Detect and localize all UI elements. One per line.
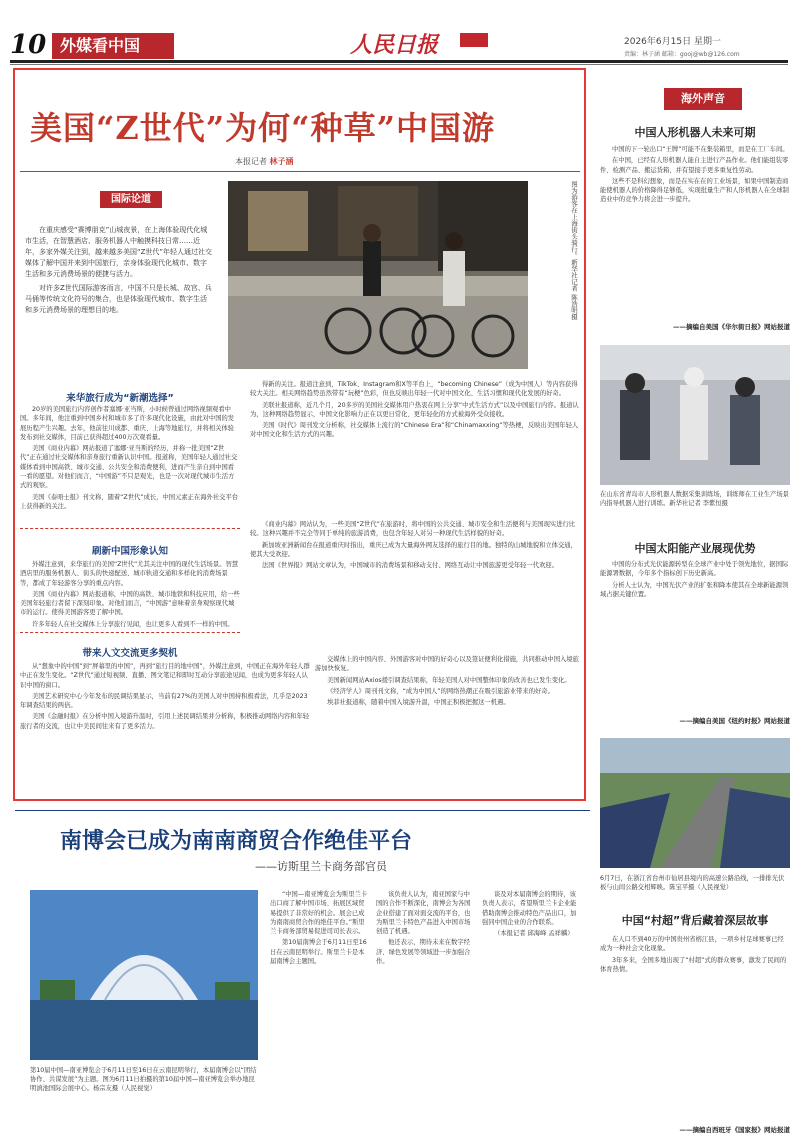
- byline-name: 林子涵: [269, 157, 294, 166]
- r2-p2: 分析人士认为，中国光伏产业的扩张和降本使其在全球新能源领域占据关键位置。: [600, 581, 789, 598]
- bottom-section-rule: [15, 810, 590, 811]
- b1-p1: “中国—南亚博览会为斯里兰卡出口商了解中国市场、拓展区域贸易提供了非常好的机会。展会已成为南南商贸合作的绝佳平台。”斯里兰卡商务部贸易促进司司长表示。: [270, 891, 368, 936]
- masthead: 人民日报: [350, 32, 439, 58]
- subhead-1: 来华旅行成为“新潮选择”: [66, 393, 174, 404]
- editor-line: 责编：林子涵 邮箱：gooj@wb@126.com: [624, 51, 740, 58]
- r1-p2: 在中国，已经有人形机器人能自主进行产品作业。他们能组装零件、检测产品、搬运货箱，并有望接手更多重复性劳动。: [600, 157, 789, 174]
- solar-photo-caption: 6月7日，在浙江省台州市仙居县境内的高速公路沿线，一排排光伏板与山间公路交相辉映。陈宝平摄（人民视觉）: [600, 875, 785, 891]
- divider-2: [20, 632, 240, 634]
- r1-p3: 这些不是科幻想象，而是在实在在的工业场景，如果中国制造商能使机器人的价格降得足够低，实现批量生产和人形机器人在全球制造业中的竞争力将会进一步提升。: [600, 177, 789, 204]
- page-number: 10: [10, 30, 47, 60]
- photo-caption: 图为游客在上海街头骑行。新华社记者 陈浩明摄: [570, 181, 578, 320]
- r3-p2: 3年多来，全国多地出现了“村超”式的群众赛事，激发了民间的体育热情。: [600, 956, 787, 973]
- col6-p1: 交媒体上的中国内容、外国游客对中国的好奇心以及签证便利化措施，共同推动中国入境旅游加快恢复。: [315, 656, 579, 673]
- bottom-column-3: [482, 890, 582, 1140]
- right-text-1: [600, 145, 790, 320]
- col2-p3: 许多年轻人在社交媒体上分享旅行见闻，也让更多人看到不一样的中国。: [32, 620, 234, 628]
- column-3: [20, 662, 310, 792]
- r3-p1: 在人口不到40万的中国贵州省榕江县，一项乡村足球赛事已经成为一种社会文化现象。: [600, 936, 784, 953]
- divider-1: [20, 528, 240, 530]
- bottom-subtitle: ——访斯里兰卡商务部官员: [255, 860, 387, 873]
- col1-p3: 美国《泰晤士报》刊文称，随着“Z世代”成长，中国元素正在海外社交平台上获得新的关注。: [20, 493, 239, 510]
- expo-photo: [30, 890, 258, 1060]
- header-rule: [10, 60, 788, 63]
- right-text-3: [600, 935, 790, 1115]
- street-photo: [228, 181, 528, 369]
- lead-p1: 在重庆感受“赛博朋克”山城夜景，在上海体验现代化城市生活，在智慧酒店、服务机器人中触摸科技日常……近年，多家外媒关注到，越来越多美国“Z世代”年轻人通过社交媒体了解中国并来到中国旅行，亲身体验现代化城市、数字生活和多元消费场景的便捷与活力。: [25, 226, 213, 278]
- robot-photo: [600, 345, 790, 485]
- right-headline-1: 中国人形机器人未来可期: [634, 126, 756, 139]
- col3-p2: 美国艺术研究中心今年发布的民调结果显示，当前有27%的美国人对中国持积极看法，几乎是2023年调查结果的两倍。: [20, 692, 308, 710]
- col4-p2: 美联社报道称，近几个月，20多岁的美国社交媒体用户热衷在网上分享“中式生活方式”以及中国旅行内容。报道认为，这种网络趋势显示，中国文化影响力正在以更日常化、更年轻化的方式被海外受众接收。: [250, 401, 579, 418]
- issue-date: 2026年6月15日 星期一: [624, 37, 721, 47]
- lead-paragraphs: [25, 225, 213, 319]
- col5-p3: 法国《世界报》网站文章认为，中国城市的消费场景和移动支付、网络互动让中国旅游更受年轻一代欢迎。: [262, 562, 558, 570]
- column-5: [250, 520, 580, 635]
- column-1: [20, 405, 240, 520]
- b3-p1: 谈及对本届南博会的期待，该负责人表示，希望斯里兰卡企业能借助南博会推动特色产品出口，加强同中国企业的合作联系。: [482, 891, 577, 926]
- article-headline: 美国“Z世代”为何“种草”中国游: [30, 109, 495, 147]
- column-2: [20, 560, 240, 630]
- b2-p1: 该负责人认为，南亚国家与中国的合作不断深化，南博会为各国企业搭建了面对面交流的平台，也为斯里兰卡特色产品进入中国市场创造了机遇。: [376, 891, 471, 936]
- header-rule-thin: [10, 64, 788, 65]
- col5-p2: 新加坡亚洲新闻台在报道重庆时指出，重庆已成为大量海外网友选择的旅行目的地。独特的山城地貌和立体交通，使其大受欢迎。: [250, 541, 577, 558]
- bottom-column-1: [270, 890, 368, 1140]
- expo-photo-caption: 第10届中国—南亚博览会于6月11日至16日在云南昆明举行，本届南博会以“团结协作、共谋发展”为主题。图为6月11日拍摄的第10届中国—南亚博览会举办地昆明滇池国际会展中心。杨宗友摄（人民视觉）: [30, 1067, 257, 1092]
- col4-p1: 得新的关注。报道注意到，TikTok、Instagram和X等平台上，“becoming Chinese”（成为中国人）等内容获得较大关注。相关网络趋势虽然带有“玩梗”色彩，但也反映出年轻一代对中国文化、生活习惯和现代化发展的好奇。: [250, 381, 578, 398]
- r1-p1: 中国的下一轮出口“王牌”可能不在集装箱里，而是在工厂车间。: [612, 146, 789, 153]
- col6-p2: 美国新闻网站Axios援引调查结果称，年轻美国人对中国整体印象的改善也已发生变化。: [327, 676, 571, 684]
- column-tag: 国际论道: [100, 191, 162, 208]
- col6-p3: 《经济学人》周刊刊文称，“成为中国人”的网络热潮正在吸引旅游业带来的好奇。: [327, 687, 554, 695]
- robot-photo-caption: 在山东省青岛市人形机器人数据采集训练场，训练师在工业生产场景内指导机器人进行训练。新华社记者 李紫恒摄: [600, 491, 789, 507]
- right-headline-2: 中国太阳能产业展现优势: [634, 542, 756, 555]
- col3-p1: 从“想象中的中国”到“屏幕里的中国”，再到“旅行目的地中国”，外媒注意到，中国正在海外年轻人群中正在发生变化。“Z世代”通过短视频、直播、图文笔记和即时互动分享旅途见闻，也成为更多年轻人认识中国的窗口。: [20, 663, 310, 689]
- subhead-3: 带来人文交流更多契机: [82, 648, 178, 659]
- byline: [235, 156, 294, 167]
- bottom-headline: 南博会已成为南南商贸合作绝佳平台: [60, 828, 413, 854]
- byline-prefix: 本报记者: [235, 157, 267, 166]
- b3-p2: （本报记者 邱海峰 孟祥麟）: [494, 930, 574, 938]
- col1-p2: 美国《商业内幕》网站报道了塞娜·亚当斯的经历，并称一批美国“Z世代”正在通过社交媒体和亲身旅行重新认识中国。报道称，美国年轻人通过社交媒体看到中国高铁、城市交通、公共安全和消费便利，进而产生亲自到中国看一看的愿望。对他们而言，“中国游”不只是观光，也是一次对现代城市生活方式的观察。: [20, 445, 238, 490]
- r2-p1: 中国的分布式光伏能源转型在全球产业中处于领先地位，据国际能源署数据，今年多个指标创下历史新高。: [600, 561, 789, 578]
- column-4: [250, 380, 580, 510]
- headline-rule: [20, 171, 580, 172]
- column-6: [315, 655, 580, 793]
- col5-p1: 《商业内幕》网站认为，一些美国“Z世代”在旅游时，将中国的公共交通、城市安全和生活便利与美国现实进行比较。这种兴趣并不完全等同于单纯的旅游消费，也包含年轻人对另一种现代生活样貌的好奇。: [250, 521, 576, 538]
- col4-p3: 美国《时代》周刊发文分析称，社交媒体上流行的“Chinese Era”和“Chinamaxxing”等热梗，反映出美国年轻人对中国文化和生活方式的兴趣。: [250, 422, 579, 439]
- col1-p1: 20岁的美国旅行内容创作者塞娜·亚当斯，小时候曾通过网络视频观看中国。多年间，他注重到中国乡村和城市多了许多现代化设施，由此对中国的发展历程产生兴趣。去年，他前往川成都、重庆、上海等地旅行，并将相关体验发布到社交媒体，目前已获得超过400万次观看量。: [20, 406, 235, 441]
- col6-p4: 埃菲社报道称，随着中国入境游升温，中国正积极把握这一机遇。: [327, 699, 510, 707]
- b1-p2: 第10届南博会于6月11日至16日在云南昆明举行。斯里兰卡是本届南博会主题国。: [270, 939, 367, 966]
- solar-photo: [600, 738, 790, 868]
- bottom-column-2: [376, 890, 474, 1140]
- col2-p2: 美国《商业内幕》网站报道称，中国的高铁、城市地铁和科技应用，给一些美国年轻旅行者留下深刻印象。对他们而言，“中国游”意味着亲身观察现代城市的运行。使得美国游客更了解中国。: [20, 590, 240, 617]
- right-text-2: [600, 560, 790, 710]
- lead-p2: 对许多Z世代国际游客而言，中国不只是长城、故宫、兵马俑等传统文化符号的集合，也是体验现代城市、数字生活和多元消费场景的理想目的地。: [25, 284, 212, 314]
- masthead-seal: [460, 33, 488, 47]
- right-headline-3: 中国“村超”背后藏着深层故事: [621, 914, 769, 927]
- b2-p2: 他还表示，期待未来在数字经济、绿色发展等领域进一步加强合作。: [376, 939, 471, 966]
- subhead-2: 刷新中国形象认知: [91, 546, 168, 557]
- col2-p1: 外媒注意到，来华旅行的美国“Z世代”尤其关注中国的现代生活场景。智慧酒店里的服务机器人、街头的快递配送、城市轨道交通和多样化的消费场景等，都成了年轻游客分享的重点内容。: [20, 561, 239, 587]
- col3-p3: 美国《金融时报》在分析中国入境游升温时，引用上述民调结果并分析称，积极推动网络内容和年轻旅行者的交流，也让中美民间往来有了更多活力。: [20, 713, 310, 730]
- section-title: 外媒看中国: [52, 33, 174, 59]
- right-source-1: ——摘编自美国《华尔街日报》网站报道: [673, 323, 790, 331]
- right-column-tag: 海外声音: [664, 88, 742, 110]
- right-source-2: ——摘编自美国《纽约时报》网站报道: [679, 717, 790, 725]
- right-source-3: ——摘编自西班牙《国家报》网站报道: [679, 1126, 790, 1134]
